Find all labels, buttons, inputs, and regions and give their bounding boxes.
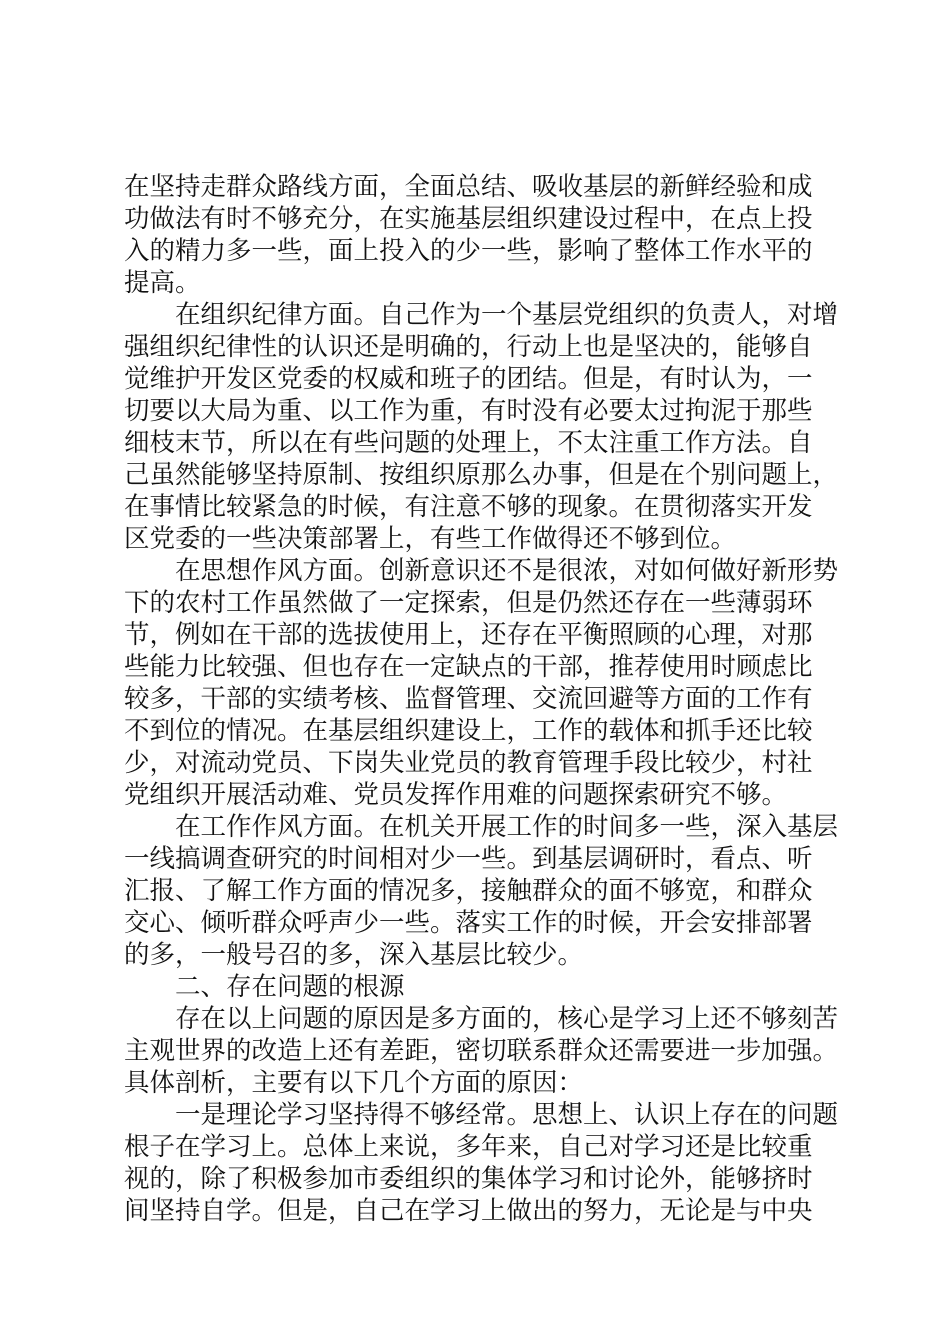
paragraph-discipline xyxy=(124,299,844,555)
text-line: 提高。 xyxy=(124,268,201,298)
body-text xyxy=(124,171,844,1227)
text-line: 觉维护开发区党委的权威和班子的团结。但是，有时认为，一 xyxy=(124,364,813,394)
text-line: 区党委的一些决策部署上，有些工作做得还不够到位。 xyxy=(124,524,737,554)
paragraph-work-style xyxy=(124,811,844,971)
text-line: 强组织纪律性的认识还是明确的，行动上也是坚决的，能够自 xyxy=(124,332,813,362)
text-line: 较多，干部的实绩考核、监督管理、交流回避等方面的工作有 xyxy=(124,684,813,714)
text-line: 细枝末节，所以在有些问题的处理上，不太注重工作方法。自 xyxy=(124,428,813,458)
text-line: 下的农村工作虽然做了一定探索，但是仍然还存在一些薄弱环 xyxy=(124,588,813,618)
paragraph-theory-study xyxy=(124,1099,844,1227)
text-line: 在思想作风方面。创新意识还不是很浓，对如何做好新形势 xyxy=(175,556,839,586)
text-line: 节，例如在干部的选拔使用上，还存在平衡照顾的心理，对那 xyxy=(124,620,813,650)
text-line: 不到位的情况。在基层组织建设上，工作的载体和抓手还比较 xyxy=(124,716,813,746)
text-line: 一是理论学习坚持得不够经常。思想上、认识上存在的问题 xyxy=(175,1100,839,1130)
text-line: 在事情比较紧急的时候，有注意不够的现象。在贯彻落实开发 xyxy=(124,492,813,522)
text-line: 在工作作风方面。在机关开展工作的时间多一些，深入基层 xyxy=(175,812,839,842)
text-line: 在组织纪律方面。自己作为一个基层党组织的负责人，对增 xyxy=(175,300,839,330)
text-line: 的多，一般号召的多，深入基层比较少。 xyxy=(124,940,584,970)
text-line: 少，对流动党员、下岗失业党员的教育管理手段比较少，村社 xyxy=(124,748,813,778)
text-line: 些能力比较强、但也存在一定缺点的干部，推荐使用时顾虑比 xyxy=(124,652,813,682)
text-line: 主观世界的改造上还有差距，密切联系群众还需要进一步加强。 xyxy=(124,1036,839,1066)
text-line: 具体剖析，主要有以下几个方面的原因： xyxy=(124,1068,584,1098)
paragraph-thinking-style xyxy=(124,555,844,811)
text-line: 视的，除了积极参加市委组织的集体学习和讨论外，能够挤时 xyxy=(124,1164,813,1194)
paragraph-mass-line xyxy=(124,171,844,299)
text-line: 切要以大局为重、以工作为重，有时没有必要太过拘泥于那些 xyxy=(124,396,813,426)
text-line: 存在以上问题的原因是多方面的，核心是学习上还不够刻苦 xyxy=(175,1004,839,1034)
text-line: 党组织开展活动难、党员发挥作用难的问题探索研究不够。 xyxy=(124,780,788,810)
text-line: 根子在学习上。总体上来说，多年来，自己对学习还是比较重 xyxy=(124,1132,813,1162)
text-line: 在坚持走群众路线方面，全面总结、吸收基层的新鲜经验和成 xyxy=(124,172,813,202)
text-line: 己虽然能够坚持原制、按组织原那么办事，但是在个别问题上， xyxy=(124,460,839,490)
text-line: 间坚持自学。但是，自己在学习上做出的努力，无论是与中央 xyxy=(124,1196,813,1226)
section-heading: 二、存在问题的根源 xyxy=(175,972,405,1002)
text-line: 交心、倾听群众呼声少一些。落实工作的时候，开会安排部署 xyxy=(124,908,813,938)
text-line: 功做法有时不够充分，在实施基层组织建设过程中，在点上投 xyxy=(124,204,813,234)
text-line: 一线搞调查研究的时间相对少一些。到基层调研时，看点、听 xyxy=(124,844,813,874)
paragraph-causes-intro xyxy=(124,1003,844,1099)
text-line: 入的精力多一些，面上投入的少一些，影响了整体工作水平的 xyxy=(124,236,813,266)
section-heading-root-causes xyxy=(124,971,844,1003)
text-line: 汇报、了解工作方面的情况多，接触群众的面不够宽，和群众 xyxy=(124,876,813,906)
